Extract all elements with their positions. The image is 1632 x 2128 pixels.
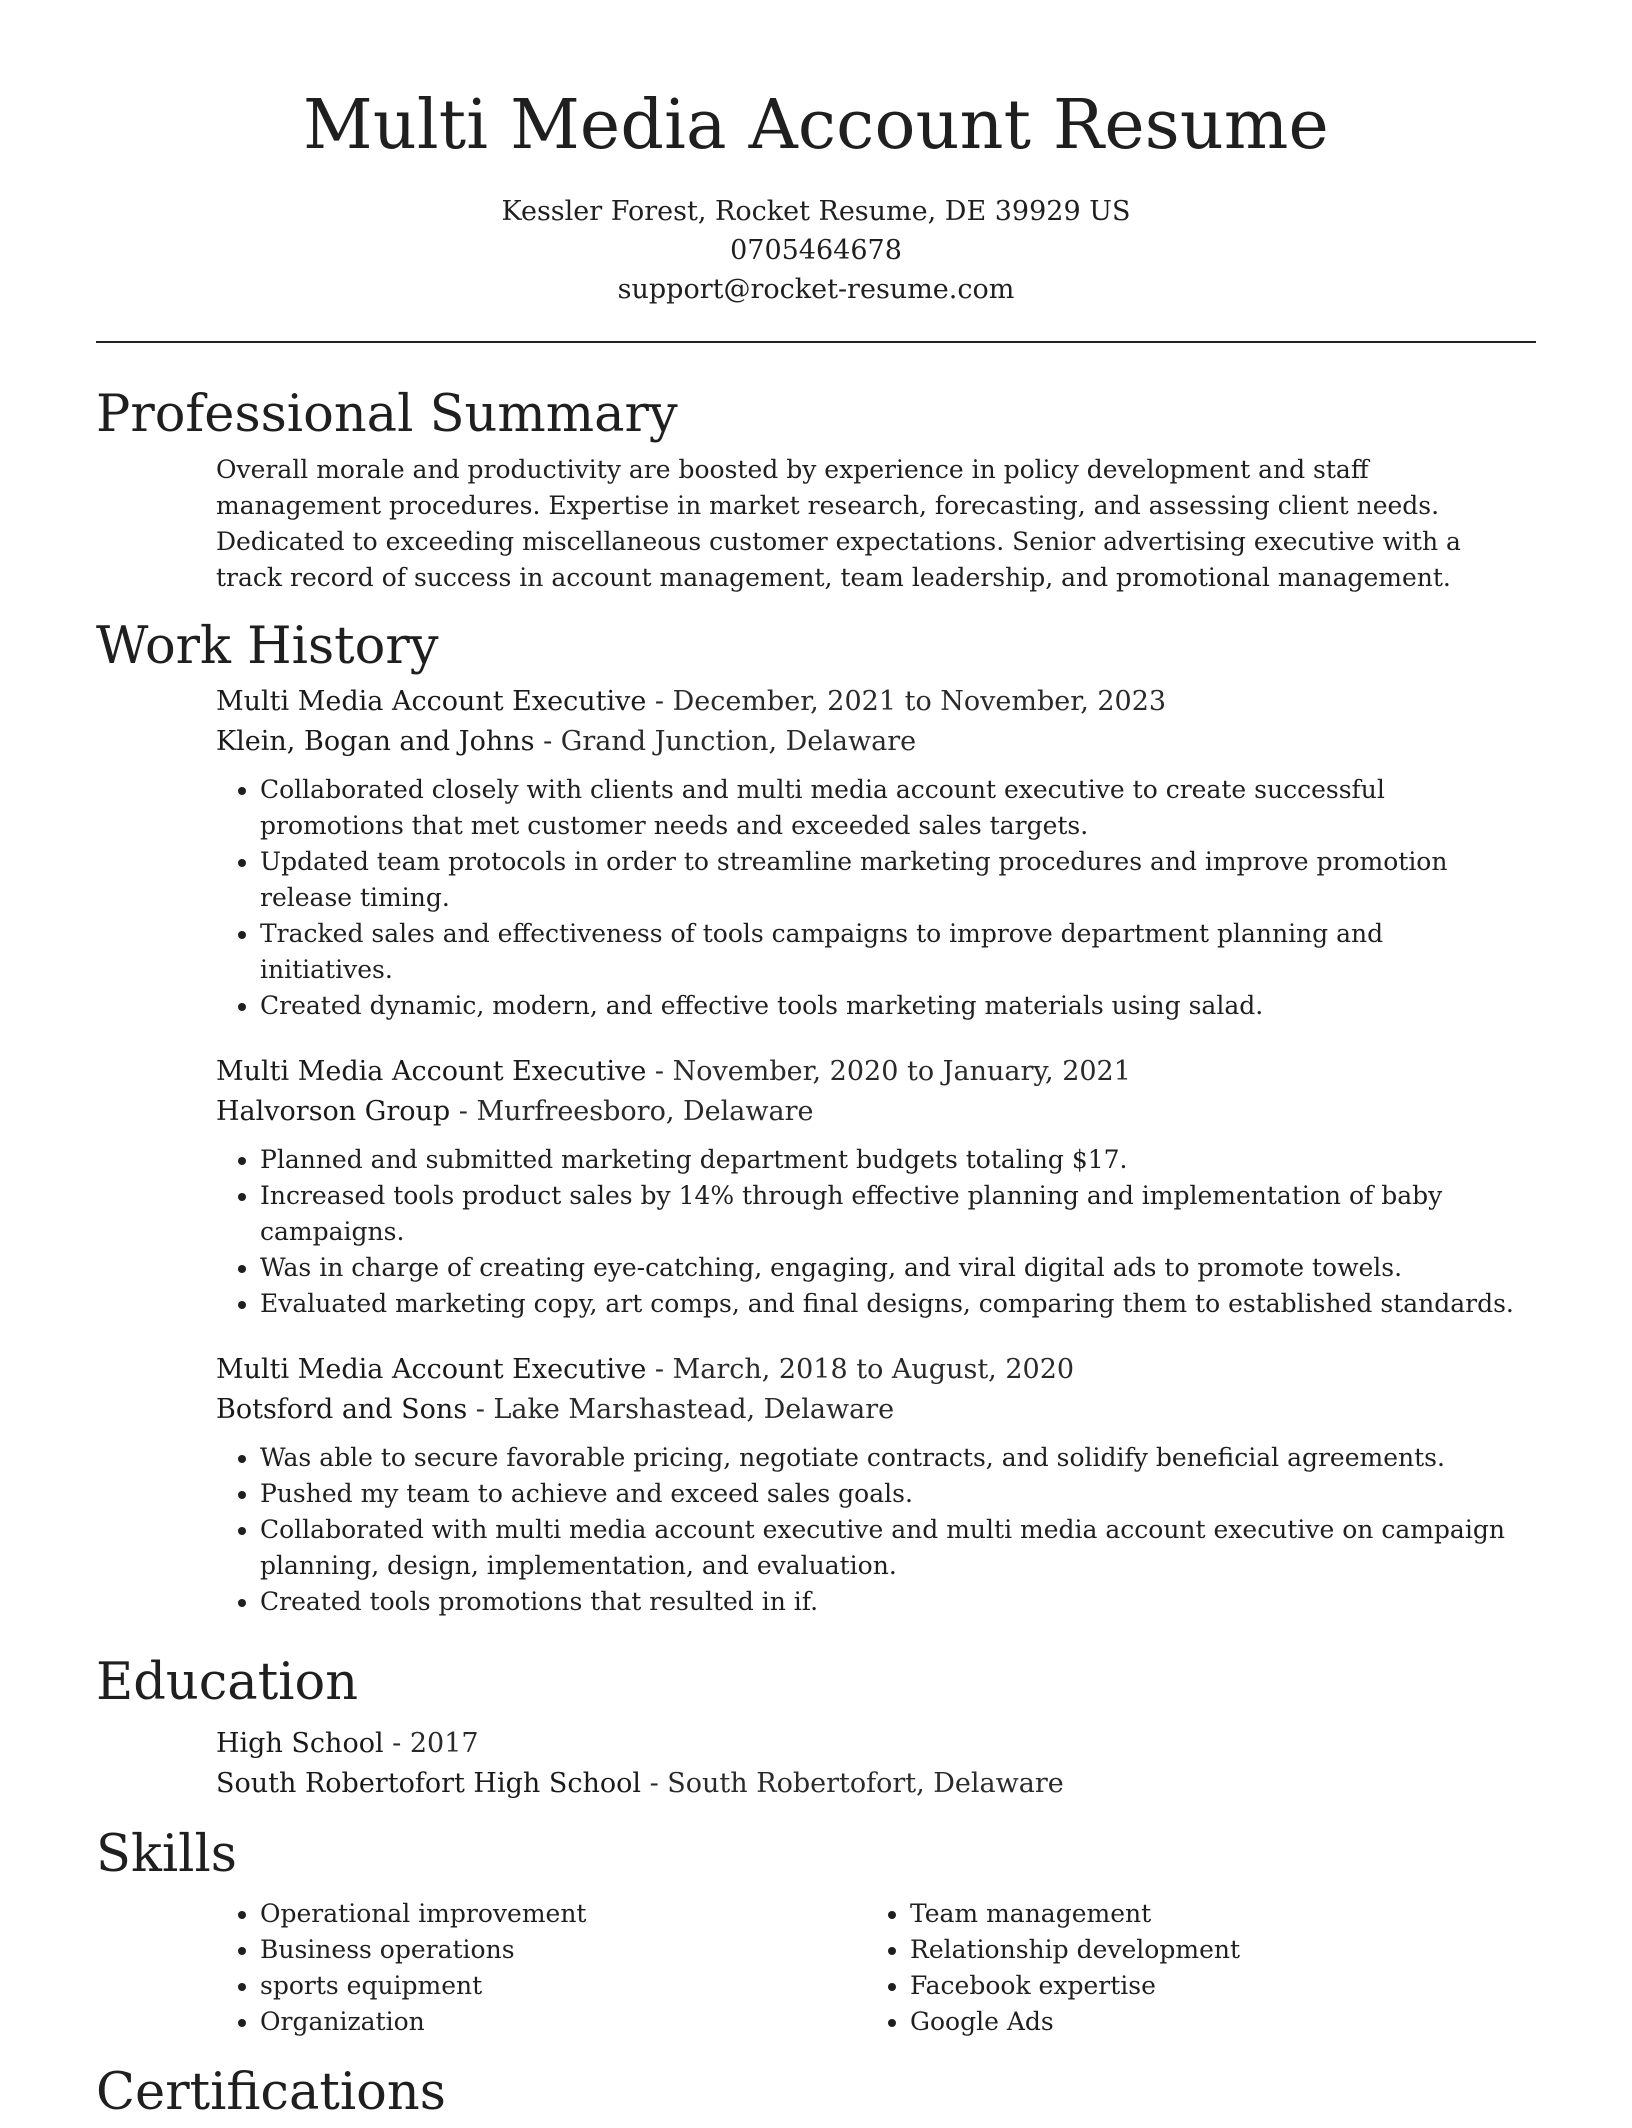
- resume-title: Multi Media Account Resume: [303, 86, 1329, 165]
- job-location: - Lake Marshastead, Delaware: [467, 1394, 895, 1425]
- job-bullet: • Tracked sales and effectiveness of tools campaigns to improve department planning and initiatives.: [260, 916, 1536, 988]
- job-title-line: [216, 1052, 1536, 1092]
- job-bullet: • Was able to secure favorable pricing, negotiate contracts, and solidify beneficial agreements.: [260, 1440, 1536, 1476]
- job-title-line: [216, 682, 1536, 722]
- contact-info: [0, 192, 1632, 309]
- job-role: Multi Media Account Executive: [216, 1354, 647, 1385]
- education-school-line: [216, 1764, 1536, 1804]
- job-bullet: • Created tools promotions that resulted in if.: [260, 1584, 1536, 1620]
- job-bullets: [216, 772, 1536, 1024]
- job-company: Halvorson Group: [216, 1096, 451, 1127]
- education-heading: Education: [96, 1653, 359, 1712]
- job-title-line: [216, 1350, 1536, 1390]
- skill-item: • Organization: [260, 2004, 866, 2040]
- email-text: support@rocket-resume.com: [617, 274, 1015, 305]
- job-location: - Murfreesboro, Delaware: [450, 1096, 814, 1127]
- phone-text: 0705464678: [730, 235, 902, 266]
- skill-item: • sports equipment: [260, 1968, 866, 2004]
- summary-section: [96, 380, 1536, 596]
- skill-item: • Facebook expertise: [910, 1968, 1516, 2004]
- skills-list: [866, 1896, 1516, 2040]
- education-section: [96, 1648, 1536, 1804]
- skills-grid: [216, 1896, 1536, 2040]
- job-company: Botsford and Sons: [216, 1394, 468, 1425]
- education-year: - 2017: [383, 1728, 479, 1759]
- job-bullet: • Pushed my team to achieve and exceed sales goals.: [260, 1476, 1536, 1512]
- job-bullet: • Planned and submitted marketing department budgets totaling $17.: [260, 1142, 1536, 1178]
- job-company-line: [216, 722, 1536, 762]
- address-text: Kessler Forest, Rocket Resume, DE 39929 US: [501, 196, 1131, 227]
- skill-item: • Google Ads: [910, 2004, 1516, 2040]
- job-bullet: • Increased tools product sales by 14% through effective planning and implementation of baby campaigns.: [260, 1178, 1536, 1250]
- education-location: - South Robertofort, Delaware: [641, 1768, 1064, 1799]
- skill-item: • Business operations: [260, 1932, 866, 1968]
- job-company-line: [216, 1092, 1536, 1132]
- job-role: Multi Media Account Executive: [216, 1056, 647, 1087]
- job-entry: [216, 1350, 1536, 1620]
- education-school: South Robertofort High School: [216, 1768, 641, 1799]
- skills-heading: Skills: [96, 1825, 237, 1884]
- skills-column-left: [216, 1896, 866, 2040]
- job-dates: - March, 2018 to August, 2020: [646, 1354, 1075, 1385]
- resume-header: [0, 0, 1632, 309]
- resume-content: [96, 380, 1536, 2128]
- work-history-heading: Work History: [96, 617, 439, 676]
- job-role: Multi Media Account Executive: [216, 686, 647, 717]
- skill-item: • Operational improvement: [260, 1896, 866, 1932]
- skill-item: • Team management: [910, 1896, 1516, 1932]
- header-divider: [96, 341, 1536, 343]
- education-entry: [216, 1724, 1536, 1804]
- summary-heading: Professional Summary: [96, 385, 678, 444]
- skills-list: [216, 1896, 866, 2040]
- job-company: Klein, Bogan and Johns: [216, 726, 535, 757]
- job-location: - Grand Junction, Delaware: [534, 726, 917, 757]
- job-dates: - November, 2020 to January, 2021: [646, 1056, 1131, 1087]
- job-bullet: • Created dynamic, modern, and effective tools marketing materials using salad.: [260, 988, 1536, 1024]
- job-bullet: • Collaborated closely with clients and multi media account executive to create successful promotions that met customer needs and exceeded sales targets.: [260, 772, 1536, 844]
- job-dates: - December, 2021 to November, 2023: [646, 686, 1167, 717]
- education-degree-line: [216, 1724, 1536, 1764]
- work-history-section: [96, 612, 1536, 1620]
- job-bullet: • Evaluated marketing copy, art comps, and final designs, comparing them to established standards.: [260, 1286, 1536, 1322]
- job-bullet: • Collaborated with multi media account executive and multi media account executive on campaign planning, design, implementation, and evaluation.: [260, 1512, 1536, 1584]
- skills-section: [96, 1820, 1536, 2040]
- job-company-line: [216, 1390, 1536, 1430]
- job-bullet: • Was in charge of creating eye-catching, engaging, and viral digital ads to promote towels.: [260, 1250, 1536, 1286]
- education-degree: High School: [216, 1728, 384, 1759]
- job-bullet: • Updated team protocols in order to streamline marketing procedures and improve promotion release timing.: [260, 844, 1536, 916]
- job-entry: [216, 682, 1536, 1024]
- skills-column-right: [866, 1896, 1516, 2040]
- summary-text: Overall morale and productivity are boosted by experience in policy development and staff management procedures. Expertise in market research, forecasting, and assessing client needs. Dedicated to exceeding miscellaneous customer expectations. Senior advertising executive with a track record of success in account management, team leadership, and promotional management.: [216, 455, 1461, 592]
- certifications-section: [96, 2058, 1536, 2128]
- job-entry: [216, 1052, 1536, 1322]
- skill-item: • Relationship development: [910, 1932, 1516, 1968]
- job-bullets: [216, 1142, 1536, 1322]
- job-bullets: [216, 1440, 1536, 1620]
- certifications-heading: Certifications: [96, 2063, 446, 2122]
